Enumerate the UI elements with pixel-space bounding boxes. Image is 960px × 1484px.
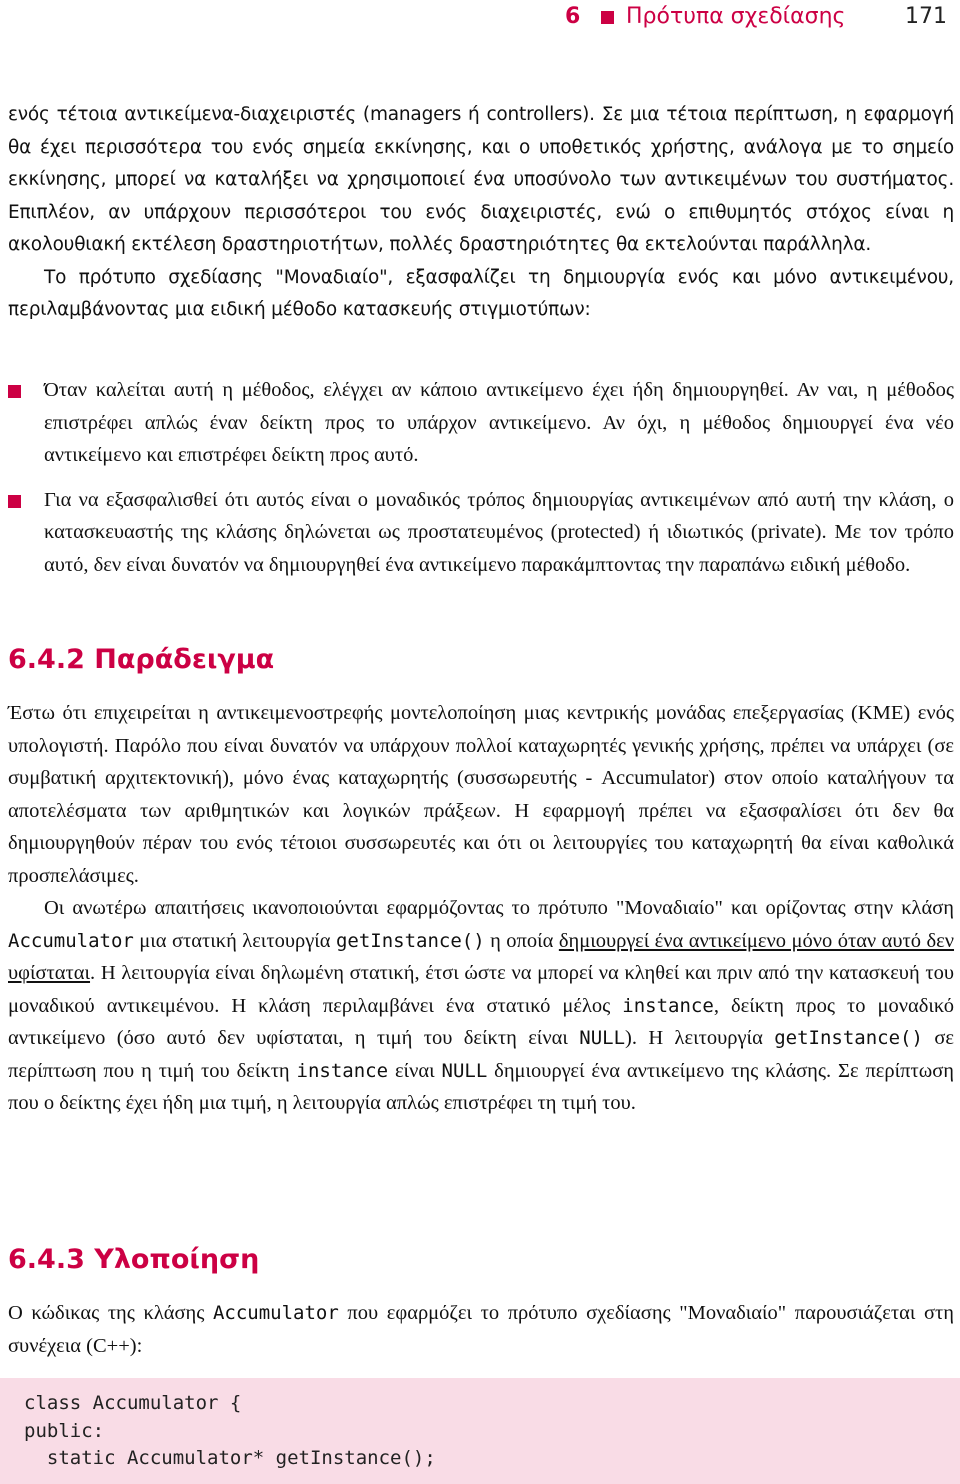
section-643-body [8,1297,954,1362]
bullet-square-icon [8,385,21,398]
underlined-text: δημιουργεί ένα αντικείμενο μόνο όταν αυτό δεν υφίσταται [8,929,955,984]
intro-paragraph-1b: Επιπλέον, αν υπάρχουν περισσότεροι του ενός διαχειριστές, ενώ ο επιθυμητός στόχος είναι η ακολουθιακή εκτέλεση δραστηριοτήτων, πολλές δραστηριότητες θα εκτελούνται παράλληλα. [8,201,954,255]
code-instance: instance [296,1059,389,1082]
bullet-list [8,374,954,581]
code-line: class Accumulator { [24,1392,242,1414]
intro-paragraph-1a: ενός τέτοια αντικείμενα-διαχειριστές (managers ή controllers). Σε μια τέτοια περίπτωση, η εφαρμογή θα έχει περισσότερα του ενός σημεία εκκίνησης, και ο υποθετικός χρήστης, ανάλογα με το σημείο εκκίνησης, μπορεί να καταλήξει να χρησιμοποιεί ένα υποσύνολο των αντικειμένων του συστήματος. [8,104,954,190]
section-642-paragraph-2: Οι ανωτέρω απαιτήσεις ικανοποιούνται εφαρμόζοντας το πρότυπο "Μοναδιαίο" και ορίζοντας στην κλάση Accumulator μια στατική λειτουργία getInstance() η οποία δημιουργεί ένα αντικείμενο μόνο όταν αυτό δεν υφίσταται. Η λειτουργία είναι δηλωμένη στατική, έτσι ώστε να μπορεί να κληθεί και πριν από την κατασκευή του μοναδικού αντικειμένου. Η κλάση περιλαμβάνει ένα στατικό μέλος instance, δείκτη προς το μοναδικό αντικείμενο (όσο αυτό δεν υφίσταται, η τιμή του δείκτη είναι NULL). Η λειτουργία getInstance() σε περίπτωση που η τιμή του δείκτη instance είναι NULL δημιουργεί ένα αντικείμενο της κλάσης. Σε περίπτωση που ο δείκτης έχει ήδη μια τιμή, η λειτουργία απλώς επιστρέφει τη τιμή του. [8,897,955,1114]
code-instance: instance [622,994,714,1017]
code-null: NULL [441,1059,488,1082]
code-line: static Accumulator* getInstance(); [24,1447,436,1469]
code-accumulator: Accumulator [212,1302,339,1324]
section-heading-642: 6.4.2 Παράδειγμα [8,644,275,675]
intro-block [8,99,954,327]
header-square-icon [601,11,614,24]
bullet-text: Όταν καλείται αυτή η μέθοδος, ελέγχει αν κάποιο αντικείμενο έχει ήδη δημιουργηθεί. Αν ναι, η μέθοδος επιστρέφει απλώς έναν δείκτη προς το υπάρχον αντικείμενο. Αν όχι, η μέθοδος δημιουργεί ένα νέο αντικείμενο και επιστρέφει δείκτη προς αυτό. [44,379,954,466]
code-line: public: [24,1419,105,1442]
intro-paragraph-1 [8,99,954,262]
code-block [0,1378,960,1484]
bullet-item [8,374,954,472]
code-null: NULL [579,1027,626,1049]
bullet-square-icon [8,495,21,508]
chapter-title: Πρότυπα σχεδίασης [626,4,846,29]
section-642-paragraph-1: Έστω ότι επιχειρείται η αντικειμενοστρεφής μοντελοποίηση μιας κεντρικής μονάδας επεξεργασίας (ΚΜΕ) ενός υπολογιστή. Παρόλο που είναι δυνατόν να υπάρχουν πολλοί καταχωρητές γενικής χρήσης, πρέπει να υπάρχει (σε συμβατική αρχιτεκτονική), μόνο ένας καταχωρητής (συσσωρευτής - Accumulator) στον οποίο καταλήγουν τα αποτελέσματα των αριθμητικών και λογικών πράξεων. Η εφαρμογή πρέπει να εξασφαλίσει ότι δεν θα δημιουργηθούν πέραν του ενός τέτοιοι συσσωρευτές και ότι οι λειτουργίες του καταχωρητή θα είναι καθολικά προσπελάσιμες. [8,702,954,887]
section-heading-643: 6.4.3 Υλοποίηση [8,1244,260,1275]
bullet-text: Για να εξασφαλισθεί ότι αυτός είναι ο μοναδικός τρόπος δημιουργίας αντικειμένων από αυτή την κλάση, ο κατασκευαστής της κλάσης δηλώνεται ως προστατευμένος (protected) ή ιδιωτικός (private). Με τον τρόπο αυτό, δεν είναι δυνατόν να δημιουργηθεί ένα αντικείμενο παρακάμπτοντας την παραπάνω ειδική μέθοδο. [44,488,954,576]
page-header [0,0,960,38]
code-accumulator: Accumulator [8,929,134,952]
page-number: 171 [905,4,947,29]
code-getinstance: getInstance() [774,1027,923,1049]
chapter-number: 6 [565,4,581,29]
section-643-paragraph: Ο κώδικας της κλάσης Accumulator που εφαρμόζει το πρότυπο σχεδίασης "Μοναδιαίο" παρουσιάζεται στη συνέχεια (C++): [8,1302,954,1357]
intro-paragraph-2: Το πρότυπο σχεδίασης "Μοναδιαίο", εξασφαλίζει τη δημιουργία ενός και μόνο αντικειμένου, περιλαμβάνοντας μια ειδική μέθοδο κατασκευής στιγμιοτύπων: [8,266,954,320]
bullet-item [8,484,954,582]
section-642-body [8,697,954,1120]
code-getinstance: getInstance() [335,929,485,952]
